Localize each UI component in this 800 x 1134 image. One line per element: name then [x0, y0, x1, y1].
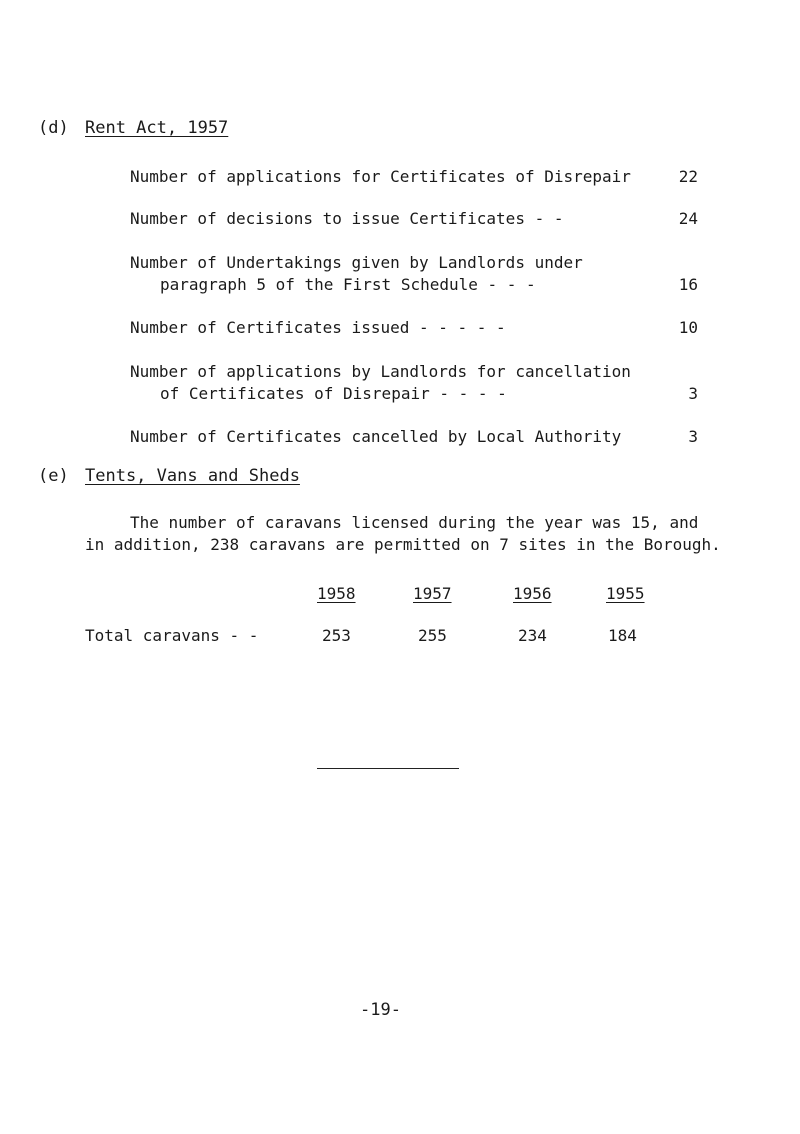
section-divider: [317, 768, 459, 769]
row-text: Number of applications for Certificates of Disrepair: [130, 167, 631, 186]
row-text: Number of Certificates issued - - - - -: [130, 318, 506, 337]
cell-value: 234: [518, 626, 547, 645]
year-header: 1958: [317, 584, 356, 603]
row-text: Number of applications by Landlords for cancellation: [130, 362, 631, 381]
row-text: Number of decisions to issue Certificates - -: [130, 209, 564, 228]
section-e-label: (e): [38, 466, 69, 486]
year-header: 1956: [513, 584, 552, 603]
section-e-title: Tents, Vans and Sheds: [85, 466, 300, 486]
row-text: Number of Undertakings given by Landlords under: [130, 253, 583, 272]
row-value: 10: [678, 318, 698, 337]
paragraph-line: in addition, 238 caravans are permitted on 7 sites in the Borough.: [85, 535, 721, 554]
year-header: 1955: [606, 584, 645, 603]
cell-value: 253: [322, 626, 351, 645]
row-label: Total caravans - -: [85, 626, 259, 645]
row-value: 22: [678, 167, 698, 186]
section-d-label: (d): [38, 118, 69, 138]
row-value: 24: [678, 209, 698, 228]
row-text: Number of Certificates cancelled by Local Authority: [130, 427, 622, 446]
cell-value: 255: [418, 626, 447, 645]
section-d-title: Rent Act, 1957: [85, 118, 229, 138]
cell-value: 184: [608, 626, 637, 645]
row-value: 3: [688, 427, 698, 446]
paragraph-line: The number of caravans licensed during the year was 15, and: [130, 513, 699, 532]
year-header: 1957: [413, 584, 452, 603]
row-value: 3: [688, 384, 698, 403]
row-text-continuation: paragraph 5 of the First Schedule - - -: [160, 275, 536, 294]
page-number: -19-: [360, 1000, 401, 1020]
row-value: 16: [678, 275, 698, 294]
row-text-continuation: of Certificates of Disrepair - - - -: [160, 384, 507, 403]
